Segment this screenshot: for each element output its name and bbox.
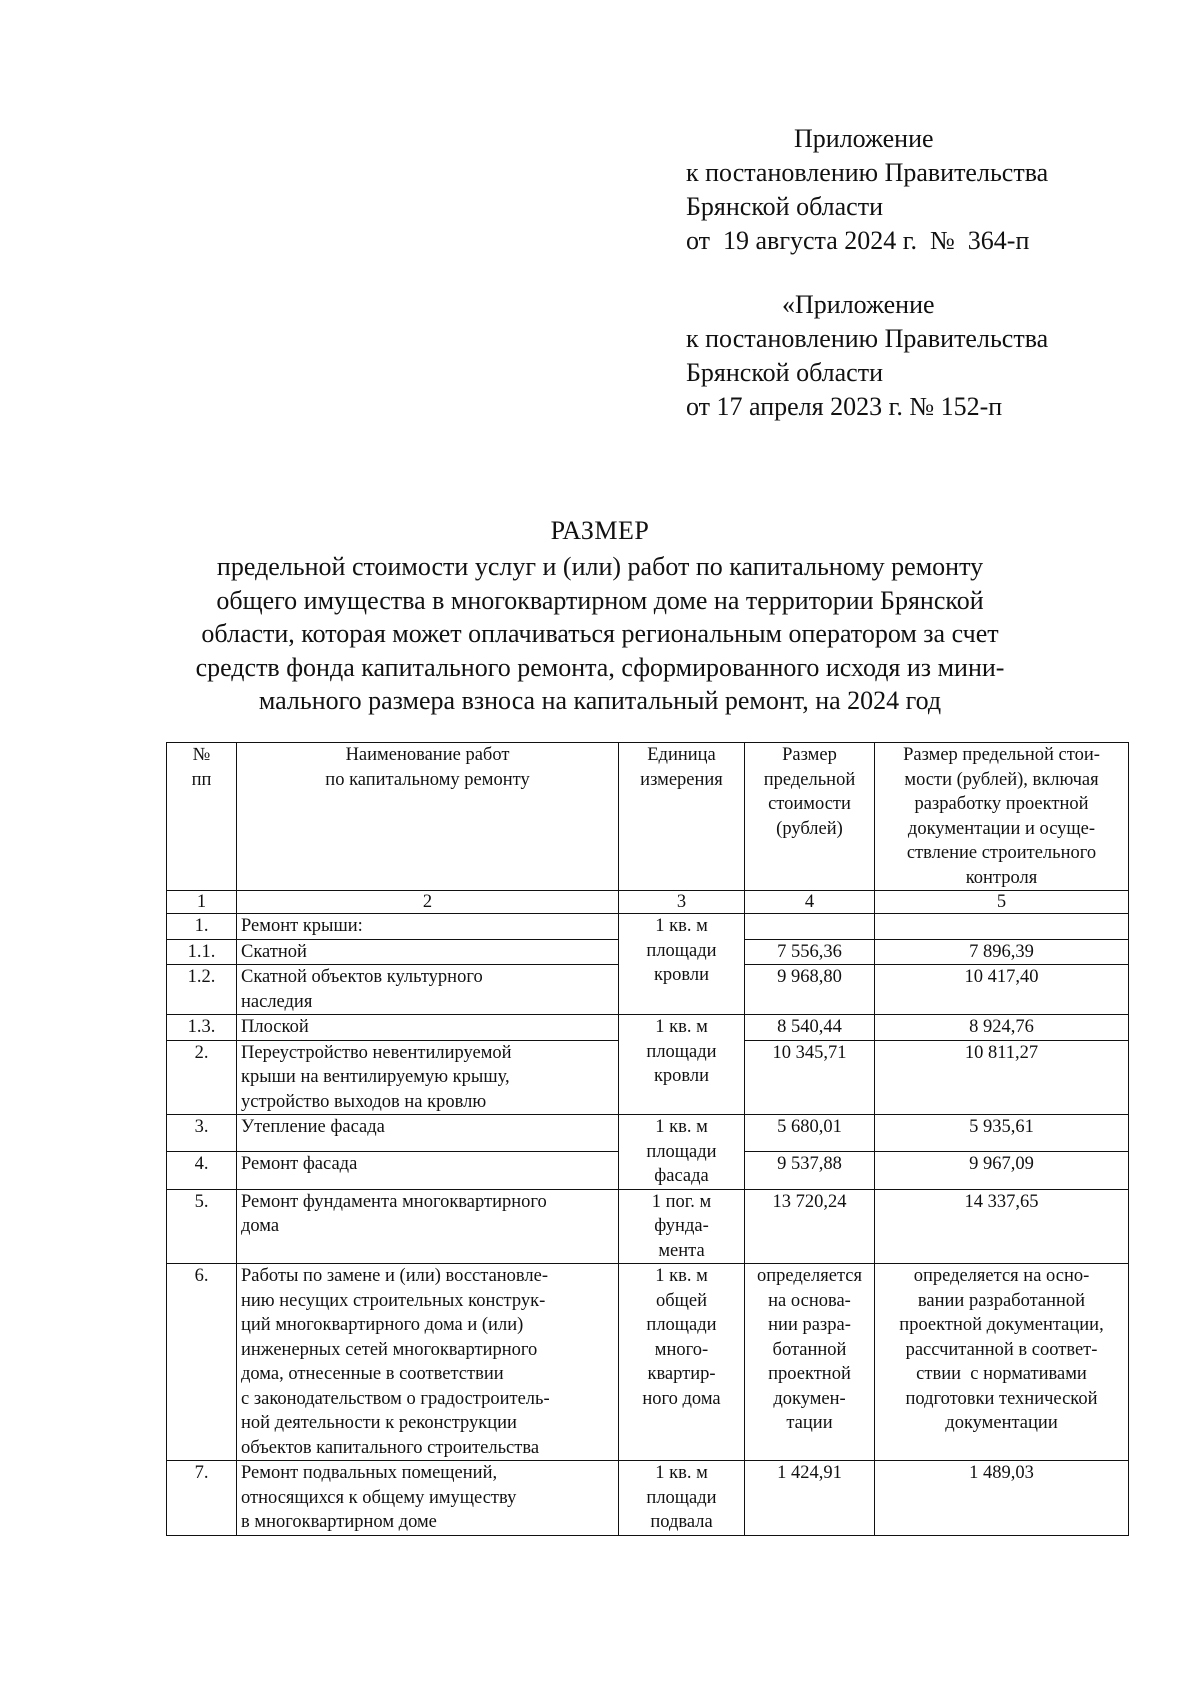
annex-date-number: от 19 августа 2024 г. № 364-п — [686, 226, 1030, 255]
row-cost: 13 720,24 — [745, 1189, 875, 1264]
annex-line: «Приложение — [782, 290, 935, 319]
row-name — [237, 1189, 619, 1264]
header-text: № — [192, 745, 211, 765]
annex-line: Приложение — [794, 124, 934, 153]
annex-header-previous — [686, 288, 1126, 424]
unit-text: 1 кв. м — [655, 1017, 708, 1037]
row-unit — [619, 1115, 745, 1190]
table-row — [167, 1015, 1129, 1041]
name-text: дома, отнесенные в соответствии — [241, 1364, 504, 1384]
row-cost: 8 540,44 — [745, 1015, 875, 1041]
column-index: 3 — [619, 891, 745, 914]
row-num: 1.1. — [167, 939, 237, 965]
row-cost: 10 345,71 — [745, 1040, 875, 1115]
row-cost-full: 5 935,61 — [875, 1115, 1129, 1152]
name-text: устройство выходов на кровлю — [241, 1091, 487, 1112]
unit-text: квартир- — [647, 1364, 716, 1384]
row-cost-full: 8 924,76 — [875, 1015, 1129, 1041]
unit-text: общей — [655, 1290, 708, 1311]
cost-text: определяется — [757, 1266, 862, 1286]
row-cost — [745, 914, 875, 940]
row-name: Скатной — [237, 939, 619, 965]
header-text: предельной — [763, 769, 856, 790]
column-index: 4 — [745, 891, 875, 914]
header-text: документации и осуще- — [907, 818, 1096, 839]
row-num: 3. — [167, 1115, 237, 1152]
table-row — [167, 914, 1129, 940]
table-header-row — [167, 743, 1129, 891]
row-cost: 9 968,80 — [745, 965, 875, 1015]
name-text: инженерных сетей многоквартирного — [241, 1339, 538, 1360]
unit-text: 1 кв. м — [655, 1117, 708, 1137]
cost-full-text: ствии с нормативами — [916, 1364, 1087, 1384]
unit-text: площади — [646, 1315, 717, 1335]
table-row — [167, 1115, 1129, 1152]
row-name — [237, 1264, 619, 1461]
unit-text: 1 кв. м — [655, 916, 708, 936]
row-name — [237, 1461, 619, 1536]
cost-text: на основа- — [768, 1290, 851, 1311]
row-name: Ремонт крыши: — [237, 914, 619, 940]
column-index-row — [167, 891, 1129, 914]
row-cost: 7 556,36 — [745, 939, 875, 965]
name-text: дома — [241, 1216, 280, 1236]
unit-text: площади — [646, 940, 717, 961]
row-cost-full: 14 337,65 — [875, 1189, 1129, 1264]
name-text: с законодательством о градостроитель- — [241, 1388, 550, 1409]
column-index: 5 — [875, 891, 1129, 914]
name-text: Скатной объектов культурного — [241, 967, 483, 987]
header-text: ствление строительного — [906, 843, 1097, 863]
row-cost — [745, 1264, 875, 1461]
header-name — [237, 743, 619, 891]
row-num: 1.3. — [167, 1015, 237, 1041]
row-cost-full: 1 489,03 — [875, 1461, 1129, 1536]
unit-text: площади — [646, 1041, 717, 1062]
row-cost-full: 10 417,40 — [875, 965, 1129, 1015]
cost-full-text: документации — [945, 1413, 1058, 1433]
subtitle-line: предельной стоимости услуг и (или) работ по капитальному ремонту — [216, 552, 984, 581]
row-name — [237, 1040, 619, 1115]
document-title: РАЗМЕР — [550, 516, 650, 545]
annex-date-number: от 17 апреля 2023 г. № 152-п — [686, 392, 1003, 421]
annex-line: Брянской области — [686, 192, 883, 221]
unit-text: площади — [646, 1141, 717, 1162]
row-unit — [619, 1264, 745, 1461]
row-num: 6. — [167, 1264, 237, 1461]
header-text: мости (рублей), включая — [904, 769, 1099, 790]
row-cost: 5 680,01 — [745, 1115, 875, 1152]
row-unit — [619, 914, 745, 1015]
row-cost-full: 7 896,39 — [875, 939, 1129, 965]
cost-limits-table — [166, 742, 1129, 1536]
header-text: по капитальному ремонту — [325, 769, 530, 790]
unit-text: 1 кв. м — [655, 1266, 708, 1286]
row-name — [237, 965, 619, 1015]
unit-text: мента — [658, 1240, 705, 1261]
row-num: 4. — [167, 1152, 237, 1189]
row-cost: 1 424,91 — [745, 1461, 875, 1536]
subtitle-line: области, которая может оплачиваться региональным оператором за счет — [201, 619, 999, 648]
header-cost-full — [875, 743, 1129, 891]
header-text: (рублей) — [776, 818, 843, 839]
row-num: 1. — [167, 914, 237, 940]
table-row — [167, 1189, 1129, 1264]
unit-text: 1 кв. м — [655, 1463, 708, 1483]
document-subtitle — [150, 550, 1050, 718]
header-text: Размер — [782, 745, 837, 765]
row-num: 7. — [167, 1461, 237, 1536]
header-text: стоимости — [768, 794, 851, 814]
name-text: Работы по замене и (или) восстановле- — [241, 1266, 549, 1286]
unit-text: фунда- — [654, 1216, 709, 1236]
header-unit — [619, 743, 745, 891]
column-index: 2 — [237, 891, 619, 914]
table-row — [167, 1264, 1129, 1461]
row-num: 5. — [167, 1189, 237, 1264]
name-text: Ремонт подвальных помещений, — [241, 1463, 498, 1483]
name-text: относящихся к общему имуществу — [241, 1487, 517, 1508]
name-text: объектов капитального строительства — [241, 1437, 540, 1458]
cost-text: докумен- — [773, 1388, 846, 1409]
name-text: ций многоквартирного дома и (или) — [241, 1315, 524, 1335]
header-text: измерения — [640, 769, 723, 790]
unit-text: кровли — [653, 965, 710, 985]
cost-full-text: рассчитанной в соответ- — [905, 1339, 1098, 1360]
unit-text: кровли — [653, 1066, 710, 1086]
row-name: Плоской — [237, 1015, 619, 1041]
name-text: нию несущих строительных конструк- — [241, 1290, 546, 1311]
header-num — [167, 743, 237, 891]
header-text: контроля — [965, 867, 1038, 888]
name-text: крыши на вентилируемую крышу, — [241, 1067, 510, 1087]
row-unit — [619, 1461, 745, 1536]
unit-text: площади — [646, 1487, 717, 1508]
name-text: Переустройство невентилируемой — [241, 1042, 512, 1063]
unit-text: много- — [654, 1339, 709, 1360]
cost-text: тации — [786, 1413, 833, 1433]
header-cost — [745, 743, 875, 891]
name-text: ной деятельности к реконструкции — [241, 1413, 517, 1433]
row-unit — [619, 1189, 745, 1264]
column-index: 1 — [167, 891, 237, 914]
row-cost-full — [875, 914, 1129, 940]
cost-full-text: проектной документации, — [899, 1315, 1104, 1335]
header-text: Размер предельной стои- — [903, 745, 1100, 765]
annex-header-current — [686, 122, 1126, 258]
row-unit — [619, 1015, 745, 1115]
header-text: Единица — [647, 745, 716, 765]
annex-line: к постановлению Правительства — [686, 324, 1049, 353]
cost-full-text: определяется на осно- — [913, 1266, 1090, 1286]
header-text: разработку проектной — [914, 794, 1089, 814]
table-row — [167, 1461, 1129, 1536]
subtitle-line: общего имущества в многоквартирном доме на территории Брянской — [216, 585, 984, 615]
row-num: 1.2. — [167, 965, 237, 1015]
row-name: Утепление фасада — [237, 1115, 619, 1152]
subtitle-line: мального размера взноса на капитальный ремонт, на 2024 год — [258, 686, 942, 715]
row-num: 2. — [167, 1040, 237, 1115]
cost-text: нии разра- — [768, 1315, 851, 1335]
header-text: Наименование работ — [345, 745, 510, 765]
name-text: в многоквартирном доме — [241, 1512, 437, 1532]
row-name: Ремонт фасада — [237, 1152, 619, 1189]
annex-line: Брянской области — [686, 358, 883, 387]
row-cost-full: 10 811,27 — [875, 1040, 1129, 1115]
name-text: Ремонт фундамента многоквартирного — [241, 1191, 547, 1212]
name-text: наследия — [241, 991, 313, 1012]
unit-text: 1 пог. м — [651, 1191, 712, 1212]
cost-text: ботанной — [772, 1339, 847, 1360]
row-cost: 9 537,88 — [745, 1152, 875, 1189]
annex-line: к постановлению Правительства — [686, 158, 1049, 187]
cost-full-text: вании разработанной — [917, 1290, 1086, 1311]
unit-text: ного дома — [642, 1388, 721, 1409]
row-cost-full — [875, 1264, 1129, 1461]
subtitle-line: средств фонда капитального ремонта, сформированного исходя из мини- — [195, 652, 1005, 682]
cost-text: проектной — [768, 1364, 851, 1384]
cost-full-text: подготовки технической — [905, 1388, 1098, 1409]
row-cost-full: 9 967,09 — [875, 1152, 1129, 1189]
header-text: пп — [191, 769, 212, 790]
unit-text: фасада — [654, 1166, 709, 1186]
unit-text: подвала — [650, 1512, 713, 1532]
